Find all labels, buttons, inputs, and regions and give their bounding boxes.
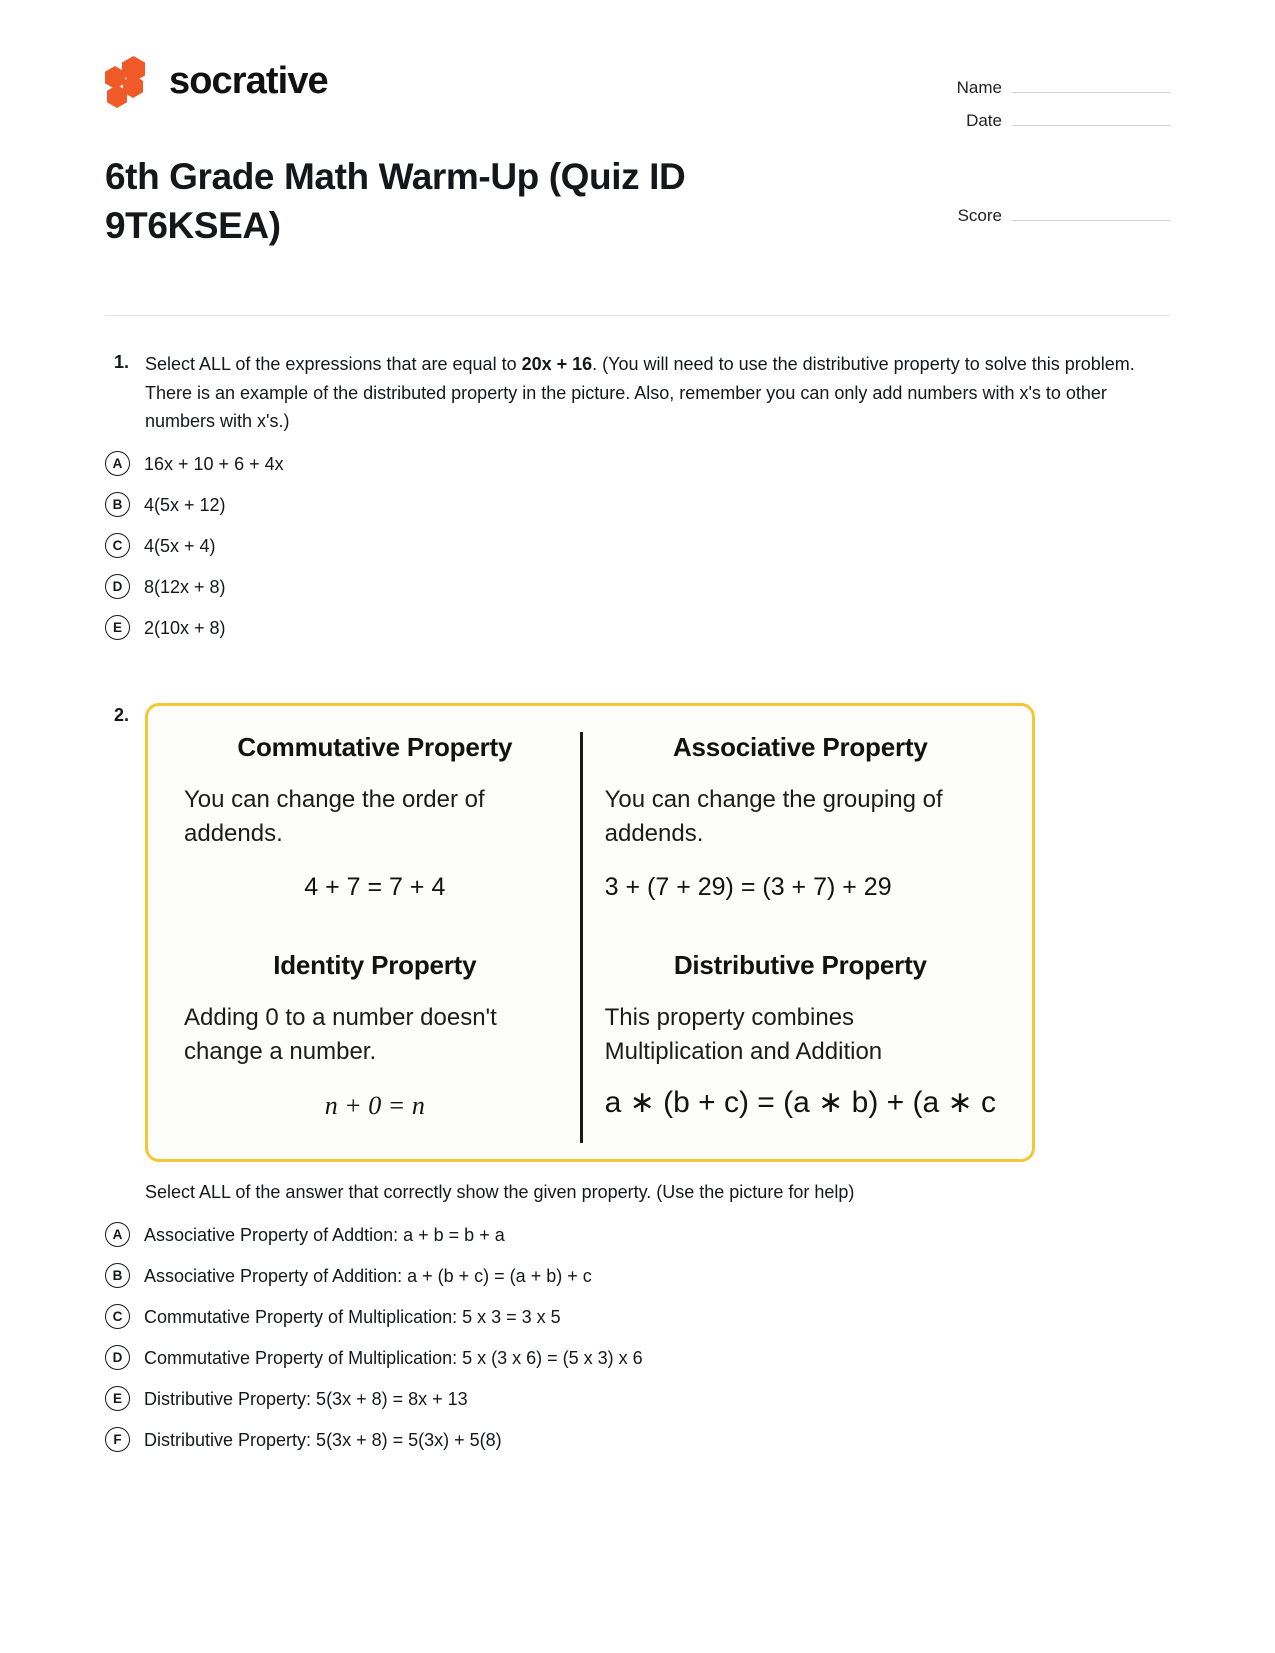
option-e-letter: E — [105, 1386, 130, 1411]
socrative-hexagons-icon — [105, 56, 155, 106]
option-a-label: Associative Property of Addtion: a + b = b + a — [144, 1224, 505, 1245]
page-header — [105, 0, 1170, 275]
page-title: 6th Grade Math Warm-Up (Quiz ID 9T6KSEA) — [105, 156, 686, 247]
option-c-label: Commutative Property of Multiplication: 5 x 3 = 3 x 5 — [144, 1306, 561, 1327]
date-label: Date — [966, 111, 1002, 130]
question-2-image — [145, 703, 1170, 1162]
properties-grid — [170, 732, 1010, 1143]
option-b[interactable] — [105, 1262, 1170, 1289]
distributive-property-title: Distributive Property — [673, 950, 927, 981]
properties-chart — [145, 703, 1035, 1162]
option-f-letter: F — [105, 1427, 130, 1452]
commutative-property-desc: You can change the order of addends. — [184, 785, 485, 848]
option-e-label: 2(10x + 8) — [144, 617, 226, 638]
option-b-letter: B — [105, 492, 130, 517]
question-1-options — [105, 450, 1170, 641]
commutative-property-cell — [170, 732, 580, 924]
question-1-text-part1: Select ALL of the expressions that are equal to — [145, 354, 522, 375]
question-2-body — [112, 703, 1170, 1453]
header-divider — [105, 315, 1170, 316]
option-b[interactable] — [105, 491, 1170, 518]
question-1 — [105, 350, 1170, 641]
brand-wordmark: socrative — [169, 59, 328, 102]
distributive-property-cell — [580, 924, 1010, 1143]
option-c[interactable] — [105, 532, 1170, 559]
name-field-row — [905, 74, 1170, 98]
option-f-label: Distributive Property: 5(3x + 8) = 5(3x) + 5(8) — [144, 1430, 502, 1451]
option-e[interactable] — [105, 1385, 1170, 1412]
associative-property-cell — [580, 732, 1010, 924]
date-field-row — [905, 107, 1170, 131]
option-b-label: 4(5x + 12) — [144, 494, 226, 515]
question-1-text-part2: . (You will need to use the distributive property to solve this problem. There is an example of the distributed property in the picture. Also, remember you can only add numbers with x's to other numbers with x's.) — [145, 354, 1135, 432]
name-label: Name — [956, 78, 1002, 97]
identity-property-cell — [170, 924, 580, 1143]
score-field-row — [905, 202, 1170, 226]
score-input-line[interactable] — [1012, 202, 1170, 221]
option-a-letter: A — [105, 451, 130, 476]
option-e-letter: E — [105, 615, 130, 640]
question-2-number: 2. — [113, 704, 129, 725]
option-c-letter: C — [105, 1304, 130, 1329]
option-a[interactable] — [105, 450, 1170, 477]
option-d-label: Commutative Property of Multiplication: 5 x (3 x 6) = (5 x 3) x 6 — [144, 1348, 643, 1368]
option-d-label: 8(12x + 8) — [144, 576, 226, 597]
option-c-label: 4(5x + 4) — [144, 535, 216, 556]
distributive-property-desc: This property combines Multiplication and Addition — [604, 1004, 883, 1066]
commutative-property-title: Commutative Property — [237, 731, 513, 762]
option-f[interactable] — [105, 1426, 1170, 1453]
question-1-text — [145, 350, 1170, 435]
option-c-letter: C — [105, 533, 130, 558]
option-d-letter: D — [105, 574, 130, 599]
commutative-property-equation: 4 + 7 = 7 + 4 — [304, 873, 446, 902]
associative-property-equation: 3 + (7 + 29) = (3 + 7) + 29 — [604, 873, 892, 902]
option-d-letter: D — [105, 1345, 130, 1370]
associative-property-desc: You can change the grouping of addends. — [604, 785, 943, 848]
option-b-letter: B — [105, 1263, 130, 1288]
question-1-number: 1. — [113, 352, 129, 373]
identity-property-desc: Adding 0 to a number doesn't change a number. — [184, 1004, 497, 1066]
question-2 — [105, 703, 1170, 1453]
option-e-label: Distributive Property: 5(3x + 8) = 8x + 13 — [144, 1389, 468, 1410]
option-b-label: Associative Property of Addition: a + (b + c) = (a + b) + c — [144, 1265, 592, 1286]
option-e[interactable] — [105, 614, 1170, 641]
student-info-fields — [905, 52, 1170, 235]
header-left — [105, 52, 845, 275]
score-label: Score — [957, 206, 1002, 225]
distributive-property-equation: a ∗ (b + c) = (a ∗ b) + (a ∗ c — [604, 1086, 996, 1120]
name-input-line[interactable] — [1012, 74, 1170, 93]
option-d[interactable] — [105, 1344, 1170, 1371]
associative-property-title: Associative Property — [672, 731, 928, 762]
question-1-body — [112, 350, 1170, 641]
option-c[interactable] — [105, 1303, 1170, 1330]
option-a-letter: A — [105, 1222, 130, 1247]
option-a[interactable] — [105, 1221, 1170, 1248]
question-2-options — [105, 1221, 1170, 1454]
identity-property-equation: n + 0 = n — [324, 1091, 425, 1121]
option-a-label: 16x + 10 + 6 + 4x — [144, 453, 284, 474]
brand-logo[interactable] — [105, 52, 845, 110]
date-input-line[interactable] — [1012, 107, 1170, 126]
question-1-expression: 20x + 16 — [521, 354, 593, 375]
option-d[interactable] — [105, 573, 1170, 600]
question-2-text: Select ALL of the answer that correctly show the given property. (Use the picture for help) — [145, 1182, 855, 1203]
identity-property-title: Identity Property — [273, 950, 477, 981]
